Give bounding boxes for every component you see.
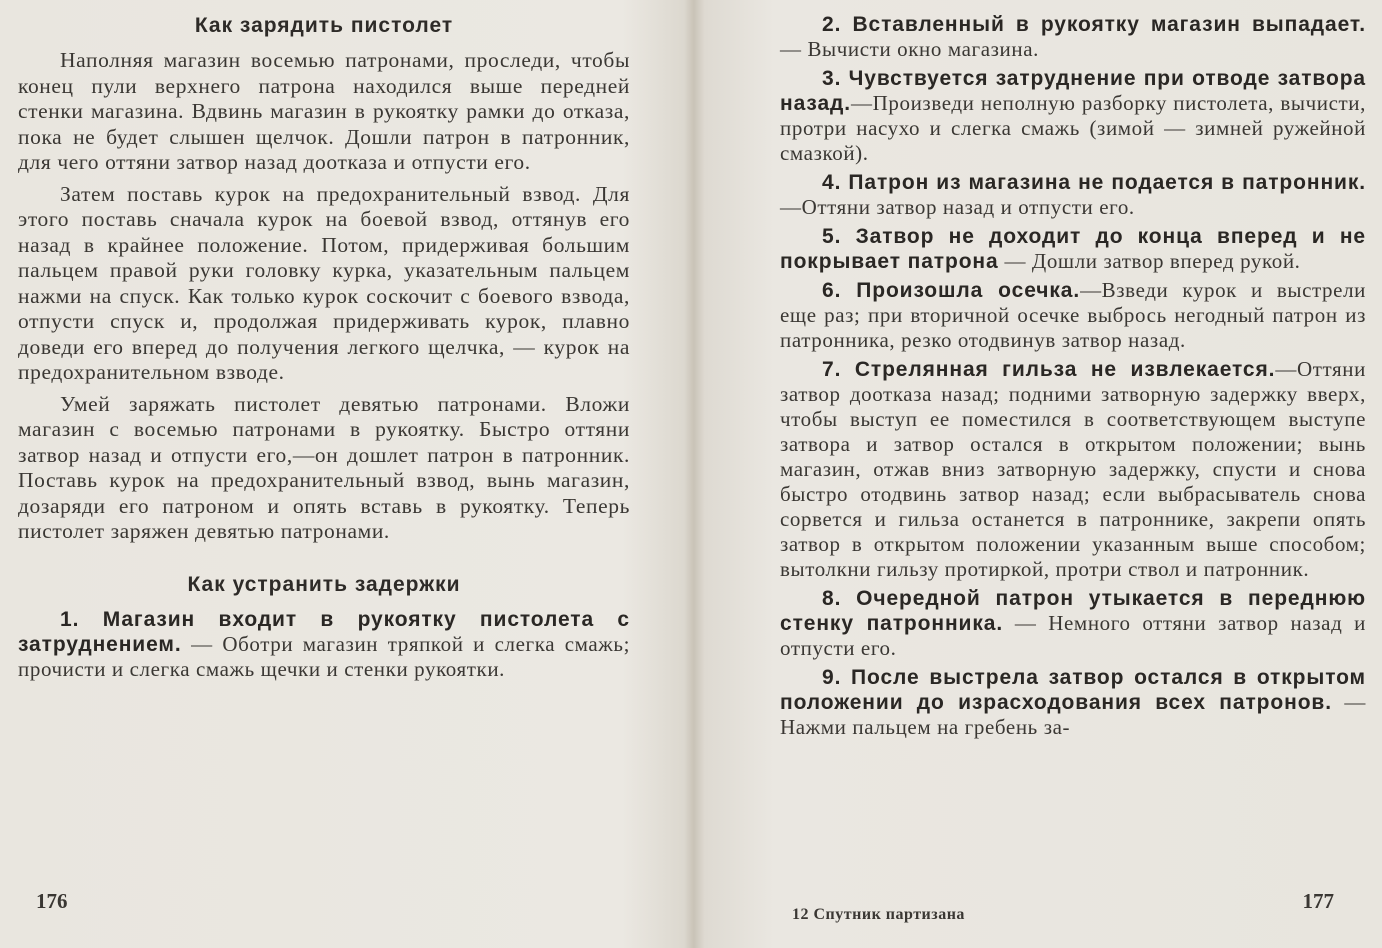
paragraph-2: Затем поставь курок на предохранительный взвод. Для этого поставь сначала курок на боевой взвод, оттянув его назад в крайнее положение. Потом, придерживая большим пальцем правой руки головку курка, указательным пальцем нажми на спуск. Как только курок соскочит с боевого взвода, отпусти спуск и, продолжая придерживать курок, плавно доведи его вперед до получения легкого щелчка, — курок на предохранительном взводе. xyxy=(18,181,630,384)
section-heading-malfunctions: Как устранить задержки xyxy=(187,572,461,596)
malfunction-item-5 xyxy=(780,224,1366,274)
right-page xyxy=(692,0,1382,948)
item-lead: 5. Затвор не доходит до конца вперед и не покрывает патрона xyxy=(780,225,1366,273)
page-number-right: 177 xyxy=(1302,889,1334,913)
item-lead: 9. После выстрела затвор остался в открытом положении до израсходования всех патронов. xyxy=(780,666,1366,714)
item-text: —Произведи неполную разборку пистолета, вычисти, протри насухо и слегка смажь (зимой — зимней ружейной смазкой). xyxy=(780,91,1366,165)
item-text: —Оттяни затвор доотказа назад; подними затворную задержку вверх, чтобы выступ ее поместился в соответствующем выступе затвора и затвор остался в открытом положении; вынь магазин, отжав вниз затворную задержку, спусти и снова быстро отодвинь затвор назад; если выбрасыватель снова сорвется и гильза останется в патроннике, закрепи опять затвор в открытом положении указанным выше способом; вытолкни гильзу протиркой, протри ствол и патронник. xyxy=(780,357,1366,581)
malfunction-item-2 xyxy=(780,12,1366,62)
malfunction-item-8 xyxy=(780,586,1366,661)
malfunction-item-3 xyxy=(780,66,1366,166)
item-text: —Взведи курок и выстрели еще раз; при вторичной осечке выбрось негодный патрон из патронника, резко отодвинув затвор назад. xyxy=(780,278,1366,352)
printer-signature: 12 Спутник партизана xyxy=(792,906,965,923)
item-lead: 6. Произошла осечка. xyxy=(822,279,1081,302)
item-lead: 4. Патрон из магазина не подается в патронник. xyxy=(822,171,1366,194)
malfunction-item-6 xyxy=(780,278,1366,353)
item-text: —Оттяни затвор назад и отпусти его. xyxy=(780,195,1135,219)
left-page xyxy=(0,0,690,948)
malfunction-item-7 xyxy=(780,357,1366,582)
item-text: — Нажми пальцем на гребень за- xyxy=(780,690,1366,739)
item-lead: 7. Стрелянная гильза не извлекается. xyxy=(822,358,1276,381)
item-lead: 3. Чувствуется затруднение при отводе затвора назад. xyxy=(780,67,1366,115)
item-text: — Немного оттяни затвор назад и отпусти его. xyxy=(780,611,1366,660)
malfunction-item-1 xyxy=(18,607,630,682)
item-lead: 8. Очередной патрон утыкается в переднюю стенку патронника. xyxy=(780,587,1366,635)
item-text: — Оботри магазин тряпкой и слегка смажь; прочисти и слегка смажь щечки и стенки рукоятки. xyxy=(18,631,630,681)
item-text: — Вычисти окно магазина. xyxy=(780,37,1039,61)
paragraph-3: Умей заряжать пистолет девятью патронами. Вложи магазин с восемью патронами в рукоятку. Быстро оттяни затвор назад и отпусти его,—он дошлет патрон в патронник. Поставь курок на предохранительный взвод, вынь магазин, дозаряди его патроном и опять вставь в рукоятку. Теперь пистолет заряжен девятью патронами. xyxy=(18,391,630,543)
item-lead: 2. Вставленный в рукоятку магазин выпадает. xyxy=(822,13,1366,36)
section-heading-loading: Как зарядить пистолет xyxy=(194,14,454,37)
item-lead: 1. Магазин входит в рукоятку пистолета с затруднением. xyxy=(18,607,630,656)
paragraph-1: Наполняя магазин восемью патронами, проследи, чтобы конец пули верхнего патрона находился выше передней стенки магазина. Вдвинь магазин в рукоятку рамки до отказа, пока не будет слышен щелчок. Дошли патрон в патронник, для чего оттяни затвор назад доотказа и отпусти его. xyxy=(18,48,630,174)
malfunction-item-9 xyxy=(780,665,1366,740)
item-text: — Дошли затвор вперед рукой. xyxy=(998,249,1301,273)
page-number-left: 176 xyxy=(36,889,68,913)
malfunction-item-4 xyxy=(780,170,1366,220)
